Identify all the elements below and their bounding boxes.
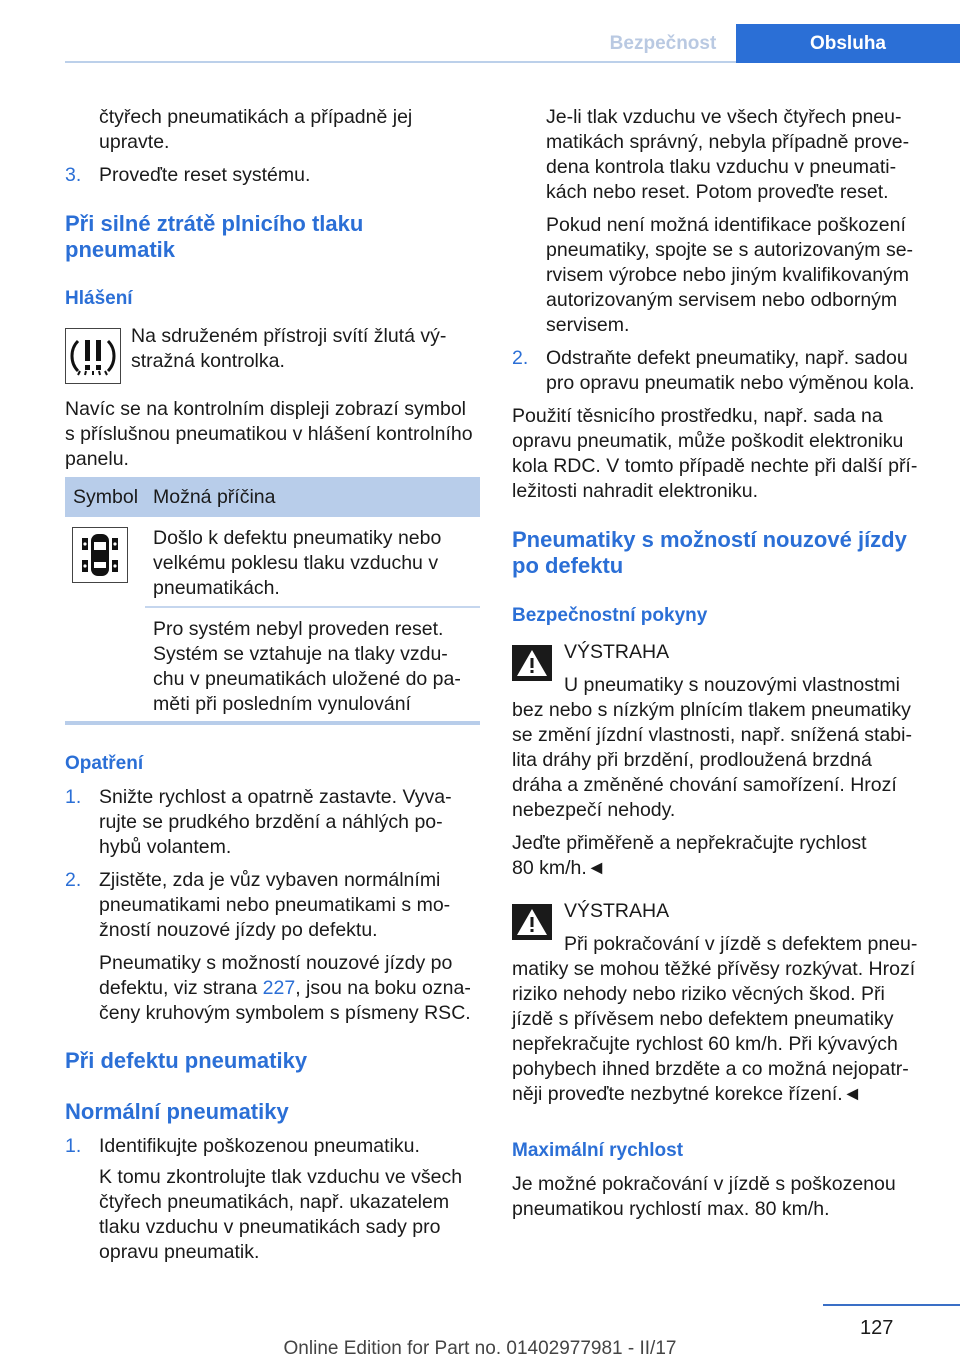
warning-text: bez nebo s nízkým plnícím tlakem pneumatiky [512, 699, 911, 721]
warning-text: U pneumatiky s nouzovými vlastnostmi [564, 674, 900, 696]
warning-text: 80 km/h.◄ [512, 857, 607, 879]
warning-triangle-icon [512, 645, 552, 681]
table-cell: pneumatikách. [153, 577, 280, 599]
paragraph-line: rvisem výrobce nebo jiným kvalifikovaným [546, 264, 910, 286]
paragraph-line: matikách správný, nebyla případně prove- [546, 131, 910, 153]
step-text: pro opravu pneumatik nebo výměnou kola. [546, 372, 915, 394]
display-text: Navíc se na kontrolním displeji zobrazí symbol [65, 398, 466, 420]
indicator-text: stražná kontrolka. [131, 350, 285, 372]
subheading-opatreni: Opatření [65, 753, 144, 774]
continued-text-line: čtyřech pneumatikách a případně jej [99, 106, 413, 128]
warning-text: Jeďte přiměřeně a nepřekračujte rychlost [512, 832, 867, 854]
subheading-safety: Bezpečnostní pokyny [512, 605, 708, 626]
warning-text: něji proveďte nezbytné korekce řízení.◄ [512, 1083, 862, 1105]
paragraph-line: dena kontrola tlaku vzduchu v pneumati- [546, 156, 897, 178]
table-bottom-rule [65, 721, 480, 725]
table-header-cause: Možná příčina [153, 486, 276, 508]
paragraph-line: kách nebo reset. Potom proveďte reset. [546, 181, 889, 203]
page-link-227[interactable]: 227 [262, 977, 296, 999]
tab-obsluha[interactable]: Obsluha [736, 24, 960, 63]
step-subtext: Pneumatiky s možností nouzové jízdy po [99, 952, 453, 974]
paragraph-line: Pokud není možná identifikace poškození [546, 214, 906, 236]
paragraph-line: servisem. [546, 314, 630, 336]
table-row-divider [145, 606, 480, 608]
section-heading-rsc: Pneumatiky s možností nouzové jízdy [512, 527, 907, 552]
paragraph-line: ležitosti nahradit elektroniku. [512, 480, 759, 502]
step-subtext: tlaku vzduchu v pneumatikách sady pro [99, 1216, 441, 1238]
paragraph-line: pneumatiky, spojte se s autorizovaným se- [546, 239, 914, 261]
paragraph-line: Je možné pokračování v jízdě s poškozenou [512, 1173, 896, 1195]
indicator-text: Na sdruženém přístroji svítí žlutá vý- [131, 325, 447, 347]
warning-text: riziko nehody nebo riziko věcných škod. Při [512, 983, 885, 1005]
step-subtext: opravu pneumatik. [99, 1241, 260, 1263]
edition-footer: Online Edition for Part no. 01402977981 - II/17 [283, 1338, 677, 1359]
table-cell: Pro systém nebyl proveden reset. [153, 618, 444, 640]
step-text: Identifikujte poškozenou pneumatiku. [99, 1135, 420, 1157]
step-number: 1. [65, 786, 82, 808]
step-subtext: čeny kruhovým symbolem s písmeny RSC. [99, 1002, 471, 1024]
warning-text: lita dráhy při brzdění, prodloužená brzdná [512, 749, 872, 771]
tab-bezpecnost[interactable]: Bezpečnost [609, 33, 717, 54]
display-text: panelu. [65, 448, 129, 470]
step-text: Odstraňte defekt pneumatiky, např. sadou [546, 347, 908, 369]
subheading-max-speed: Maximální rychlost [512, 1140, 684, 1161]
footer-rule [823, 1304, 960, 1306]
warning-text: nebezpečí nehody. [512, 799, 676, 821]
warning-text: dráha a změněné chování samořízení. Hrozí [512, 774, 897, 796]
step-number: 3. [65, 164, 82, 186]
warning-text: matiky se mohou těžké přívěsy rozkývat. Hrozí [512, 958, 916, 980]
step-text: pneumatikami nebo pneumatikami s mo- [99, 894, 451, 916]
step-text: Zjistěte, zda je vůz vybaven normálními [99, 869, 441, 891]
warning-text: pohybech ihned brzděte a co možná nejopatr- [512, 1058, 909, 1080]
page-number: 127 [860, 1317, 894, 1339]
warning-text: Při pokračování v jízdě s defektem pneu- [564, 933, 918, 955]
paragraph-line: kola RDC. V tomto případě nechte při další pří- [512, 455, 918, 477]
paragraph-line: Je-li tlak vzduchu ve všech čtyřech pneu- [546, 106, 902, 128]
step-text: hybů volantem. [99, 836, 232, 858]
table-cell: velkému poklesu tlaku vzduchu v [153, 552, 439, 574]
warning-text: nepřekračujte rychlost 60 km/h. Při kývavých [512, 1033, 898, 1055]
warning-text: jízdě s přívěsem nebo defektem pneumatiky [512, 1008, 894, 1030]
paragraph-line: opravu pneumatik, může poškodit elektroniku [512, 430, 904, 452]
table-cell: Systém se vztahuje na tlaky vzdu- [153, 643, 448, 665]
warning-title: VÝSTRAHA [564, 900, 670, 922]
section-heading-rsc: po defektu [512, 553, 624, 578]
step-number: 2. [65, 869, 82, 891]
continued-text-line: upravte. [99, 131, 170, 153]
step-text: rujte se prudkého brzdění a náhlých po- [99, 811, 443, 833]
table-cell: Došlo k defektu pneumatiky nebo [153, 527, 442, 549]
step-subtext-with-link: defektu, viz strana 227, jsou na boku ozna- [99, 977, 471, 999]
step-text: Proveďte reset systému. [99, 164, 311, 186]
step-number: 2. [512, 347, 529, 369]
paragraph-line: autorizovaným servisem nebo odborným [546, 289, 898, 311]
warning-title: VÝSTRAHA [564, 641, 670, 663]
car-tires-icon [72, 527, 128, 583]
subheading-hlaseni: Hlášení [65, 288, 133, 309]
step-subtext: čtyřech pneumatikách, např. ukazatelem [99, 1191, 450, 1213]
table-cell: chu v pneumatikách uložené do pa- [153, 668, 461, 690]
display-text: s příslušnou pneumatikou v hlášení kontrolního [65, 423, 473, 445]
section-heading-defect: Při defektu pneumatiky [65, 1048, 308, 1073]
table-cell: měti při posledním vynulování [153, 693, 411, 715]
warning-triangle-icon [512, 904, 552, 940]
step-subtext: K tomu zkontrolujte tlak vzduchu ve všech [99, 1166, 463, 1188]
table-header-symbol: Symbol [73, 486, 139, 508]
step-text: žností nouzové jízdy po defektu. [99, 919, 378, 941]
step-number: 1. [65, 1135, 82, 1157]
step-text: Snižte rychlost a opatrně zastavte. Vyva- [99, 786, 452, 808]
paragraph-line: pneumatikou rychlostí max. 80 km/h. [512, 1198, 830, 1220]
warning-text: se změní jízdní vlastnosti, např. snížená stabi- [512, 724, 912, 746]
section-heading: Při silné ztrátě plnicího tlaku [65, 211, 364, 236]
section-heading-normal: Normální pneumatiky [65, 1099, 289, 1124]
paragraph-line: Použití těsnicího prostředku, např. sada na [512, 405, 883, 427]
tire-pressure-warning-icon [65, 328, 121, 384]
section-heading: pneumatik [65, 237, 176, 262]
